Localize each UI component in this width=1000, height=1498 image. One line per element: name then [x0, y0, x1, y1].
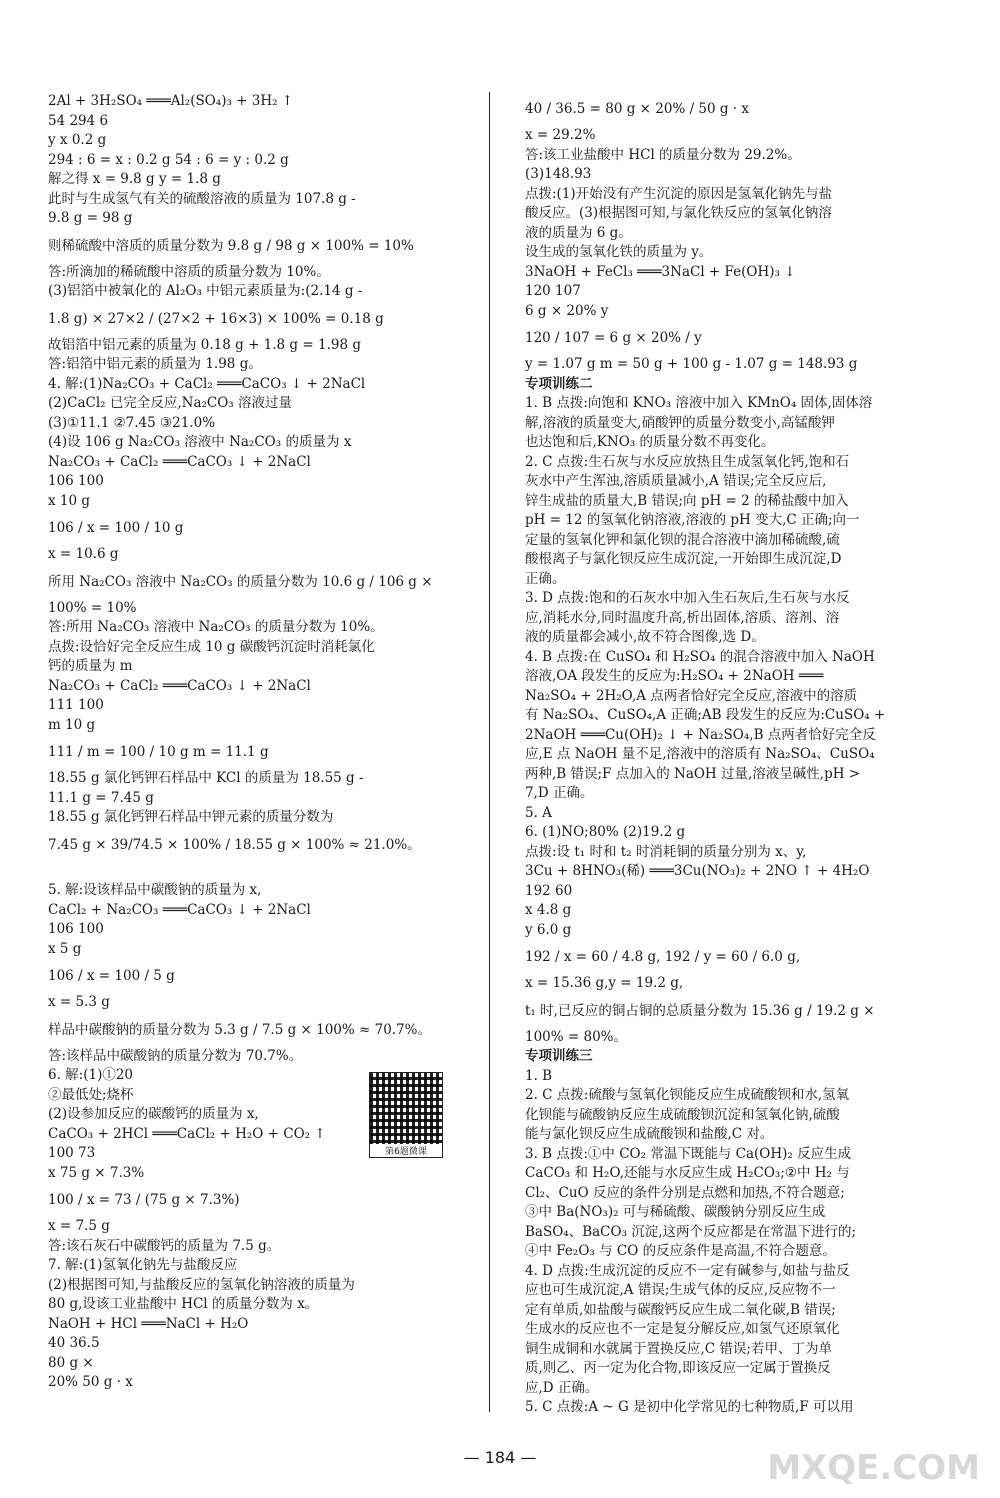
text-line: NaOH + HCl ═══NaCl + H₂O [48, 1315, 249, 1332]
text-line: 3Cu + 8HNO₃(稀) ═══3Cu(NO₃)₂ + 2NO ↑ + 4H₂O [525, 863, 870, 879]
text-line: 所用 Na₂CO₃ 溶液中 Na₂CO₃ 的质量分数为 10.6 g / 106 g × [48, 573, 433, 590]
text-line: 80 g × [48, 1354, 94, 1371]
text-line: 3. D 点拨:饱和的石灰水中加入生石灰后,生石灰与水反 [525, 590, 850, 606]
text-line: 化钡能与硫酸钠反应生成硫酸钡沉淀和氢氧化钠,硫酸 [525, 1106, 840, 1123]
text-line: 5. 解:设该样品中碳酸钠的质量为 x, [48, 882, 262, 898]
text-line: 生成水的反应也不一定是复分解反应,如氢气还原氧化 [525, 1321, 840, 1337]
page-number: — 184 — [463, 1448, 537, 1467]
text-line: CaCO₃ + 2HCl ═══CaCl₂ + H₂O + CO₂ ↑ [48, 1125, 326, 1142]
text-line: x 4.8 g [525, 902, 572, 918]
text-line: 两种,B 错误;F 点加入的 NaOH 过量,溶液呈碱性,pH > [525, 765, 861, 782]
text-line: 专项训练二 [525, 375, 593, 392]
text-line: 定有单质,如盐酸与碳酸钙反应生成二氧化碳,B 错误; [525, 1301, 836, 1318]
text-line: 1. B 点拨:向饱和 KNO₃ 溶液中加入 KMnO₄ 固体,固体溶 [525, 395, 873, 411]
qr-label: 第6题微课 [370, 1144, 442, 1157]
text-line: 答:该工业盐酸中 HCl 的质量分数为 29.2%。 [525, 146, 801, 163]
text-line: (3)①11.1 ②7.45 ③21.0% [48, 414, 216, 431]
text-line: 120 107 [525, 283, 581, 299]
text-line: 2. C 点拨:硫酸与氢氧化钡能反应生成硫酸钡和水,氢氧 [525, 1087, 850, 1103]
text-line: 100 / x = 73 / (75 g × 7.3%) [48, 1192, 240, 1208]
text-line: 111 / m = 100 / 10 g m = 11.1 g [48, 744, 269, 760]
text-line: y 6.0 g [525, 921, 572, 938]
text-line: 答:铝箔中铝元素的质量为 1.98 g。 [48, 356, 262, 372]
text-line: 106 100 [48, 473, 104, 489]
text-line: (2)根据图可知,与盐酸反应的氢氧化钠溶液的质量为 [48, 1276, 355, 1293]
text-line: 3. B 点拨:①中 CO₂ 常温下既能与 Ca(OH)₂ 反应生成 [525, 1145, 852, 1162]
text-line: 锌生成盐的质量大,B 错误;向 pH = 2 的稀盐酸中加入 [525, 492, 849, 509]
text-line: 钙的质量为 m [48, 658, 133, 674]
text-line: 3NaOH + FeCl₃ ═══3NaCl + Fe(OH)₃ ↓ [525, 263, 796, 280]
text-line: 9.8 g = 98 g [48, 210, 133, 226]
text-line: 1.8 g) × 27×2 / (27×2 + 16×3) × 100% = 0.18 g [48, 310, 384, 327]
text-line: x 5 g [48, 940, 82, 957]
text-line: 5. A [525, 804, 552, 821]
text-line: 酸反应。(3)根据图可知,与氯化铁反应的氢氧化钠溶 [525, 205, 832, 221]
text-line: x = 10.6 g [48, 546, 119, 562]
text-line: 11.1 g = 7.45 g [48, 789, 154, 806]
text-line: 定量的氢氧化钾和氯化钡的混合溶液中滴加稀硫酸,硫 [525, 531, 840, 548]
text-line: 54 294 6 [48, 112, 109, 129]
qr-code-icon[interactable] [369, 1072, 443, 1158]
text-line: 2NaOH ═══Cu(OH)₂ ↓ + Na₂SO₄,B 点两者恰好完全反 [525, 726, 876, 743]
text-line: CaCl₂ + Na₂CO₃ ═══CaCO₃ ↓ + 2NaCl [48, 901, 311, 918]
text-line: 答:该样品中碳酸钠的质量分数为 70.7%。 [48, 1047, 303, 1064]
text-line: 解,溶液的质量变大,硝酸钾的质量分数变小,高锰酸钾 [525, 414, 835, 431]
text-line: 2. C 点拨:生石灰与水反应放热且生成氢氧化钙,饱和石 [525, 453, 850, 470]
text-line: 正确。 [525, 570, 566, 587]
text-line: y = 1.07 g m = 50 g + 100 g - 1.07 g = 148.93 g [525, 356, 858, 372]
text-line: 111 100 [48, 697, 104, 713]
text-line: 则稀硫酸中溶质的质量分数为 9.8 g / 98 g × 100% = 10% [48, 237, 414, 254]
text-line: 7. 解:(1)氢氧化钠先与盐酸反应 [48, 1257, 238, 1273]
text-line: 应,E 点 NaOH 量不足,溶液中的溶质有 Na₂SO₄、CuSO₄ [525, 746, 875, 762]
text-line: 6. 解:(1)①20 [48, 1067, 134, 1083]
text-line: (3)铝箔中被氧化的 Al₂O₃ 中铝元素质量为:(2.14 g - [48, 283, 363, 299]
text-line: 80 g,设该工业盐酸中 HCl 的质量分数为 x。 [48, 1296, 319, 1312]
text-line: x 10 g [48, 492, 91, 509]
text-line: 点拨:(1)开始没有产生沉淀的原因是氢氧化钠先与盐 [525, 185, 833, 202]
text-line: 120 / 107 = 6 g × 20% / y [525, 330, 702, 346]
text-line: 铜生成铜和水就属于置换反应,C 错误;若甲、丁为单 [525, 1340, 832, 1357]
text-line: t₁ 时,已反应的铜占铜的总质量分数为 15.36 g / 19.2 g × [525, 1002, 875, 1019]
text-line: x = 7.5 g [48, 1218, 110, 1234]
text-line: 5. C 点拨:A ~ G 是初中化学常见的七种物质,F 可以用 [525, 1399, 854, 1415]
text-line: x = 5.3 g [48, 994, 110, 1010]
text-line: 解之得 x = 9.8 g y = 1.8 g [48, 171, 221, 187]
text-line: 点拨:设 t₁ 时和 t₂ 时消耗铜的质量分别为 x、y, [525, 843, 807, 860]
text-line: 100 73 [48, 1145, 96, 1161]
text-line: m 10 g [48, 716, 96, 733]
text-line: 106 100 [48, 921, 104, 937]
text-line: ②最低处;烧杯 [48, 1086, 134, 1103]
text-line: 质,则乙、丙一定为化合物,即该反应一定属于置换反 [525, 1360, 831, 1376]
watermark-logo: MXQE.COM [767, 1448, 980, 1488]
text-line: ④中 Fe₂O₃ 与 CO 的反应条件是高温,不符合题意。 [525, 1243, 836, 1259]
text-line: 液的质量都会减小,故不符合图像,选 D。 [525, 629, 765, 645]
text-line: 18.55 g 氯化钙钾石样品中 KCl 的质量为 18.55 g - [48, 770, 364, 786]
text-line: 100% = 10% [48, 599, 137, 616]
column-divider [489, 92, 490, 1412]
text-line: 应,D 正确。 [525, 1379, 599, 1396]
text-line: 18.55 g 氯化钙钾石样品中钾元素的质量分数为 [48, 809, 334, 825]
text-line: BaSO₄、BaCO₃ 沉淀,这两个反应都是在常温下进行的; [525, 1223, 857, 1240]
text-line: pH = 12 的氢氧化钠溶液,溶液的 pH 变大,C 正确;向一 [525, 512, 860, 528]
text-line: 6 g × 20% y [525, 302, 609, 319]
text-line: 溶液,OA 段发生的反应为:H₂SO₄ + 2NaOH ═══ [525, 668, 824, 684]
text-line: 也达饱和后,KNO₃ 的质量分数不再变化。 [525, 434, 775, 450]
text-line: 能与氯化钡反应生成硫酸钡和盐酸,C 对。 [525, 1126, 774, 1142]
text-line: 7.45 g × 39/74.5 × 100% / 18.55 g × 100% ≈ 21.0%。 [48, 836, 421, 853]
text-line: (4)设 106 g Na₂CO₃ 溶液中 Na₂CO₃ 的质量为 x [48, 434, 352, 450]
text-line: x 75 g × 7.3% [48, 1164, 145, 1181]
text-line: 点拨:设恰好完全反应生成 10 g 碳酸钙沉淀时消耗氯化 [48, 638, 375, 655]
text-line: Cl₂、CuO 反应的条件分别是点燃和加热,不符合题意; [525, 1184, 845, 1201]
text-line: 样品中碳酸钠的质量分数为 5.3 g / 7.5 g × 100% ≈ 70.7%。 [48, 1021, 431, 1038]
text-line: 100% = 80%。 [525, 1028, 627, 1045]
text-line: 1. B [525, 1067, 553, 1084]
text-line: y x 0.2 g [48, 132, 107, 148]
right-column [525, 92, 945, 1418]
text-line: 2Al + 3H₂SO₄ ═══Al₂(SO₄)₃ + 3H₂ ↑ [48, 93, 294, 109]
text-line: (2)CaCl₂ 已完全反应,Na₂CO₃ 溶液过量 [48, 395, 293, 411]
text-line: x = 15.36 g,y = 19.2 g, [525, 975, 684, 991]
left-column [48, 92, 468, 1393]
text-line: 106 / x = 100 / 5 g [48, 968, 175, 984]
text-line: 40 36.5 [48, 1335, 100, 1351]
text-line: 液的质量为 6 g。 [525, 224, 632, 241]
text-line: 4. 解:(1)Na₂CO₃ + CaCl₂ ═══CaCO₃ ↓ + 2NaCl [48, 375, 366, 392]
text-line: 答:所滴加的稀硫酸中溶质的质量分数为 10%。 [48, 263, 330, 280]
text-line: 40 / 36.5 = 80 g × 20% / 50 g · x [525, 101, 750, 117]
text-line: 4. B 点拨:在 CuSO₄ 和 H₂SO₄ 的混合溶液中加入 NaOH [525, 648, 875, 665]
text-line: 故铝箔中铝元素的质量为 0.18 g + 1.8 g = 1.98 g [48, 336, 361, 353]
text-line: ③中 Ba(NO₃)₂ 可与稀硫酸、碳酸钠分别反应生成 [525, 1204, 826, 1220]
text-line: 192 / x = 60 / 4.8 g, 192 / y = 60 / 6.0 g, [525, 949, 801, 965]
text-line [48, 862, 468, 882]
text-line: 7,D 正确。 [525, 785, 594, 801]
text-line: 有 Na₂SO₄、CuSO₄,A 正确;AB 段发生的反应为:CuSO₄ + [525, 707, 886, 723]
text-line: 灰水中产生浑浊,溶质质量减小,A 错误;完全反应后, [525, 473, 827, 489]
text-line: 应也可生成沉淀,A 错误;生成气体的反应,反应物不一 [525, 1282, 836, 1298]
text-line: Na₂CO₃ + CaCl₂ ═══CaCO₃ ↓ + 2NaCl [48, 453, 311, 470]
text-line: 20% 50 g · x [48, 1374, 133, 1390]
text-line: Na₂CO₃ + CaCl₂ ═══CaCO₃ ↓ + 2NaCl [48, 677, 311, 694]
text-line: 设生成的氢氧化铁的质量为 y。 [525, 244, 713, 260]
text-line: 答:该石灰石中碳酸钙的质量为 7.5 g。 [48, 1237, 281, 1254]
text-line: 应,消耗水分,同时温度升高,析出固体,溶质、溶剂、溶 [525, 609, 840, 626]
text-line: (2)设参加反应的碳酸钙的质量为 x, [48, 1106, 259, 1122]
text-line: 4. D 点拨:生成沉淀的反应不一定有碱参与,如盐与盐反 [525, 1262, 850, 1279]
text-line: 6. (1)NO;80% (2)19.2 g [525, 824, 686, 840]
text-line: 酸根离子与氯化钡反应生成沉淀,一开始即生成沉淀,D [525, 551, 842, 567]
text-line: CaCO₃ 和 H₂O,还能与水反应生成 H₂CO₃;②中 H₂ 与 [525, 1165, 850, 1181]
text-line: 答:所用 Na₂CO₃ 溶液中 Na₂CO₃ 的质量分数为 10%。 [48, 619, 384, 635]
text-line: 294 : 6 = x : 0.2 g 54 : 6 = y : 0.2 g [48, 151, 289, 168]
text-line: 专项训练三 [525, 1048, 593, 1064]
text-line: 此时与生成氢气有关的硫酸溶液的质量为 107.8 g - [48, 190, 356, 207]
text-line: 106 / x = 100 / 10 g [48, 520, 184, 536]
text-line: x = 29.2% [525, 127, 596, 143]
text-line: 192 60 [525, 882, 573, 899]
text-line: (3)148.93 [525, 166, 592, 182]
text-line: Na₂SO₄ + 2H₂O,A 点两者恰好完全反应,溶液中的溶质 [525, 687, 858, 704]
